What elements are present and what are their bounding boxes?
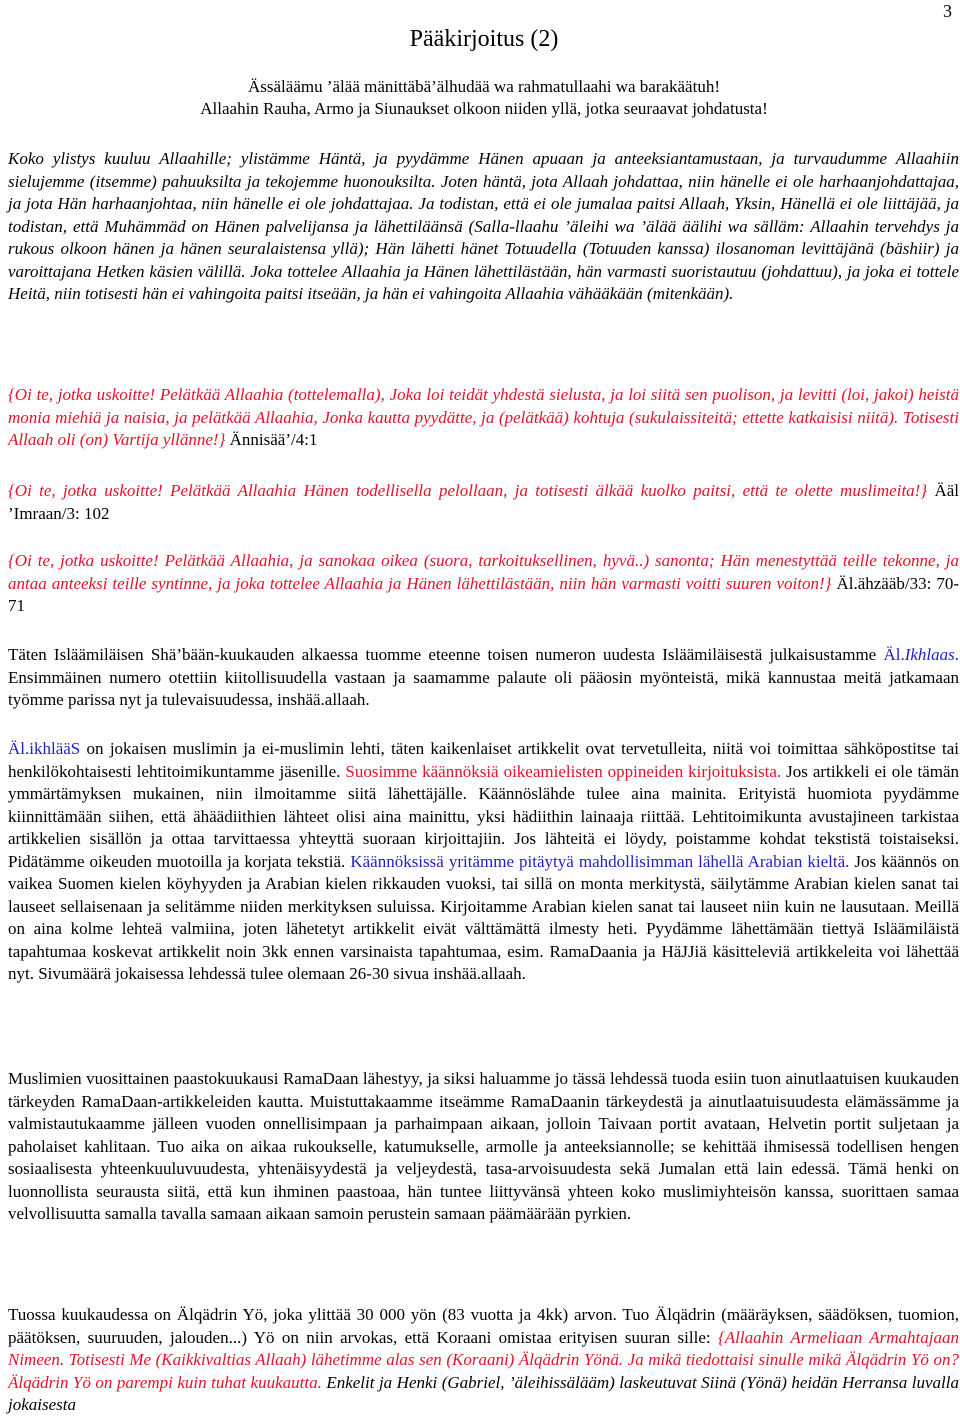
page-title: Pääkirjoitus (2) [409,26,559,52]
intro-text-1: Täten Isläämiläisen Shä’bään-kuukauden alkaessa tuomme eteenne toisen numeron uudesta Isläämiläisestä julkaisustamme [8,645,884,664]
khutba-paragraph [8,148,959,306]
verse-ref-1: Ännisää’/4:1 [225,430,318,449]
policy-red-note: Suosimme käännöksiä oikeamielisten oppineiden kirjoituksista. [345,761,782,781]
magazine-name-prefix: Äl. [883,645,905,664]
qadr-tail: Enkelit ja Henki (Gabriel, ’äleihissälääm) laskeutuvat Siinä (Yönä) heidän Herransa luvalla jokaisesta [8,1372,959,1414]
policy-paragraph [8,738,959,986]
greeting [0,76,960,120]
qadr-text: Tuossa kuukaudessa on Älqädrin Yö, joka ylittää 30 000 yön (83 vuotta ja 4kk) arvon. Tuo Älqädrin (määräyksen, säädöksen, tuomion, päätöksen, suuruuden, jalouden...) Yö on niin arvokas, että Koraani omistaa erityisen suuran sille: [8,1305,959,1347]
policy-magazine-name [8,739,80,758]
verse-ref-3: Äl.ähzääb/33: 70-71 [8,573,959,615]
verse-paragraph-2 [8,480,959,525]
qadr-paragraph [8,1304,959,1417]
policy-text-1: on jokaisen muslimin ja ei-muslimin lehti, täten kaikenlaiset artikkelit ovat tervetulleita, niitä voi toimittaa sähköpostitse tai henkilökohtaisesti lehtitoimikuntamme jäsenille. [8,739,959,781]
policy-text-3: Jos käännös on vaikea Suomen kielen köyhyyden ja Arabian kielen rikkauden vuoksi, tai sillä on monta merkitystä, säilytämme Arabian kielen sanat tai lauseet sellaisenaan ja selitämme niiden merkityksen suluissa. Kirjoitamme Arabian kielen sanat tai lauseet niin kuin ne lausutaan. Meillä on aina kolme lehteä valmiina, joten lähetetyt artikkelit eivät välttämättä ilmesty heti. Pyydämme lähettämään tiettyä Isläämiläistä tapahtumaa koskevat artikkelit noin 3kk ennen varsinaista tapahtumaa, esim. RamaDaania ja HäJJiä käsitteleviä artikkeleita voi lähettää nyt. Sivumäärä jokaisessa lehdessä tulee olemaan 26-30 sivua inshää.allaah. [8,851,959,983]
policy-text-2: Jos artikkeli ei ole tämän ymmärtämyksen mukainen, niin ilmoitamme siitä lähettäjälle. Käännöslähde tulee aina mainita. Erityistä huomiota pyydämme kiinnittämään siihen, että ähäädiithien lähteet olisi aina mainittu, yksi hädiithin lainaaja riittää. Lehtitoimikunta avustajineen tarkistaa artikkelien sisällön ja ottaa tarvittaessa yhteyttä suoraan kirjoittajiin. Jos lähteitä ei löydy, poistamme kohdat tekstistä toistaiseksi. Pidätämme oikeuden muotoilla ja korjata tekstiä. [8,761,960,871]
verse-paragraph-1 [8,384,959,452]
ramadan-text: Muslimien vuosittainen paastokuukausi RamaDaan lähestyy, ja siksi haluamme jo tässä lehdessä tuoda esiin tuon ainutlaatuisen kuukauden tärkeyden RamaDaan-artikkeleiden kautta. Muistuttakaamme itseämme RamaDaanin tärkeydestä ja ainutlaatuisuudesta elämässämme ja valmistautukaamme jälleen vuoden onnellisimpaan ja parhaimpaan aikaan, jolloin Taivaan portit avataan, Helvetin portit suljetaan ja paholaiset kahlitaan. Tuo aika on aikaa rukoukselle, katumukselle, armolle ja anteeksiannolle; se kehittää ihmisessä todellisen hengen sosiaalisesta yhteenkuuluvuudesta, yhtenäisyydestä ja veljeydestä, tasa-arvoisuudesta sekä Jumalan että lain edessä. Tämä henki on luonnollista seurausta siitä, että kun ihminen paastoaa, hän tuntee liittyvänsä yhteen koko muslimiyhteisön kanssa, suorittaen samaa velvollisuutta samalla tavalla samaan aikaan samoin perustein samaan päämäärään pyrkien. [8,1069,959,1223]
verse-text-2: {Oi te, jotka uskoitte! Pelätkää Allaahia Hänen todellisella pelollaan, ja totisesti älkää kuolko paitsi, että te olette muslimeita!} [8,481,928,500]
verse-paragraph-3 [8,550,959,618]
policy-magazine-prefix: Äl. [8,739,30,758]
ramadan-paragraph [8,1068,959,1226]
policy-magazine-main: ikhlääS [29,739,81,758]
intro-text-2: Ensimmäinen numero otettiin kiitollisuudella vastaan ja saamamme palaute oli pääosin myönteistä, mikä kannustaa meitä jatkamaan työmme parissa nyt ja tulevaisuudessa, inshää.allaah. [8,667,959,709]
page-number: 3 [943,1,952,21]
greeting-line-1: Ässäläämu ’älää mänittäbä’älhudää wa rahmatullaahi wa barakäätuh! [248,77,720,96]
magazine-name-dot: . [954,645,959,664]
magazine-name-main: Ikhlaas [904,645,955,664]
greeting-line-2: Allaahin Rauha, Armo ja Siunaukset olkoon niiden yllä, jotka seuraavat johdatusta! [200,99,768,118]
verse-text-1: {Oi te, jotka uskoitte! Pelätkää Allaahia (tottelemalla), Joka loi teidät yhdestä sielusta, ja loi siitä sen puolison, ja levitti (loi, jakoi) heistä monia miehiä ja naisia, ja pelätkää Allaahia, Jonka kautta pyydätte, ja (pelätkää) kohtuja (sukulaissiteitä; ettette katkaisisi niitä). Totisesti Allaah oli (on) Vartija yllänne!} [8,385,959,449]
magazine-name [883,645,959,664]
policy-blue-note: Käännöksissä yritämme pitäytyä mahdollisimman lähellä Arabian kieltä. [350,851,850,871]
qadr-quote: {Allaahin Armeliaan Armahtajaan Nimeen. Totisesti Me (Kaikkivaltias Allaah) lähetimme alas sen (Koraani) Älqädrin Yönä. Ja mikä tiedottaisi sinulle mikä Älqädrin Yö on? Älqädrin Yö on parempi kuin tuhat kuukautta. [8,1327,959,1392]
verse-ref-2: Ääl ’Imraan/3: 102 [8,481,960,523]
intro-paragraph [8,644,959,712]
verse-text-3: {Oi te, jotka uskoitte! Pelätkää Allaahia, ja sanokaa oikea (suora, tarkoituksellinen, hyvä..) sanonta; Hän menestyttää teille tekonne, ja antaa anteeksi teille syntinne, ja joka tottelee Allaahia ja Hänen lähettilästään, niin hän varmasti voitti suuren voiton!} [8,551,959,593]
khutba-text: Koko ylistys kuuluu Allaahille; ylistämme Häntä, ja pyydämme Hänen apuaan ja anteeksiantamustaan, ja turvaudumme Allaahiin sielujemme (itsemme) pahuuksilta ja tekojemme huonouksilta. Joten häntä, jota Allaah johdattaa, niin hänelle ei ole harhaanjohdattajaa, ja jota Hän harhaanjohtaa, niin hänelle ei ole johdattajaa. Ja todistan, että ei ole jumalaa paitsi Allaah, Yksin, Hänellä ei ole liittäjää, ja todistan, että Muhämmäd on Hänen palvelijansa ja lähettiläänsä (Salla-llaahu ’äleihi wa ’älää äälihi wa sälläm: Allaahin tervehdys ja rukous olkoon hänen ja hänen seuralaistensa yllä); Hän lähetti hänet Totuudella (Totuuden kanssa) ilosanoman levittäjänä (bäshiir) ja varoittajana Hetken käsien välillä. Joka tottelee Allaahia ja Hänen lähettilästään, hän varmasti suoristautuu (johdattuu), ja joka ei tottele Heitä, niin totisesti hän ei vahingoita paitsi itseään, ja hän ei vahingoita Allaahia vähääkään (mitenkään). [8,149,959,303]
